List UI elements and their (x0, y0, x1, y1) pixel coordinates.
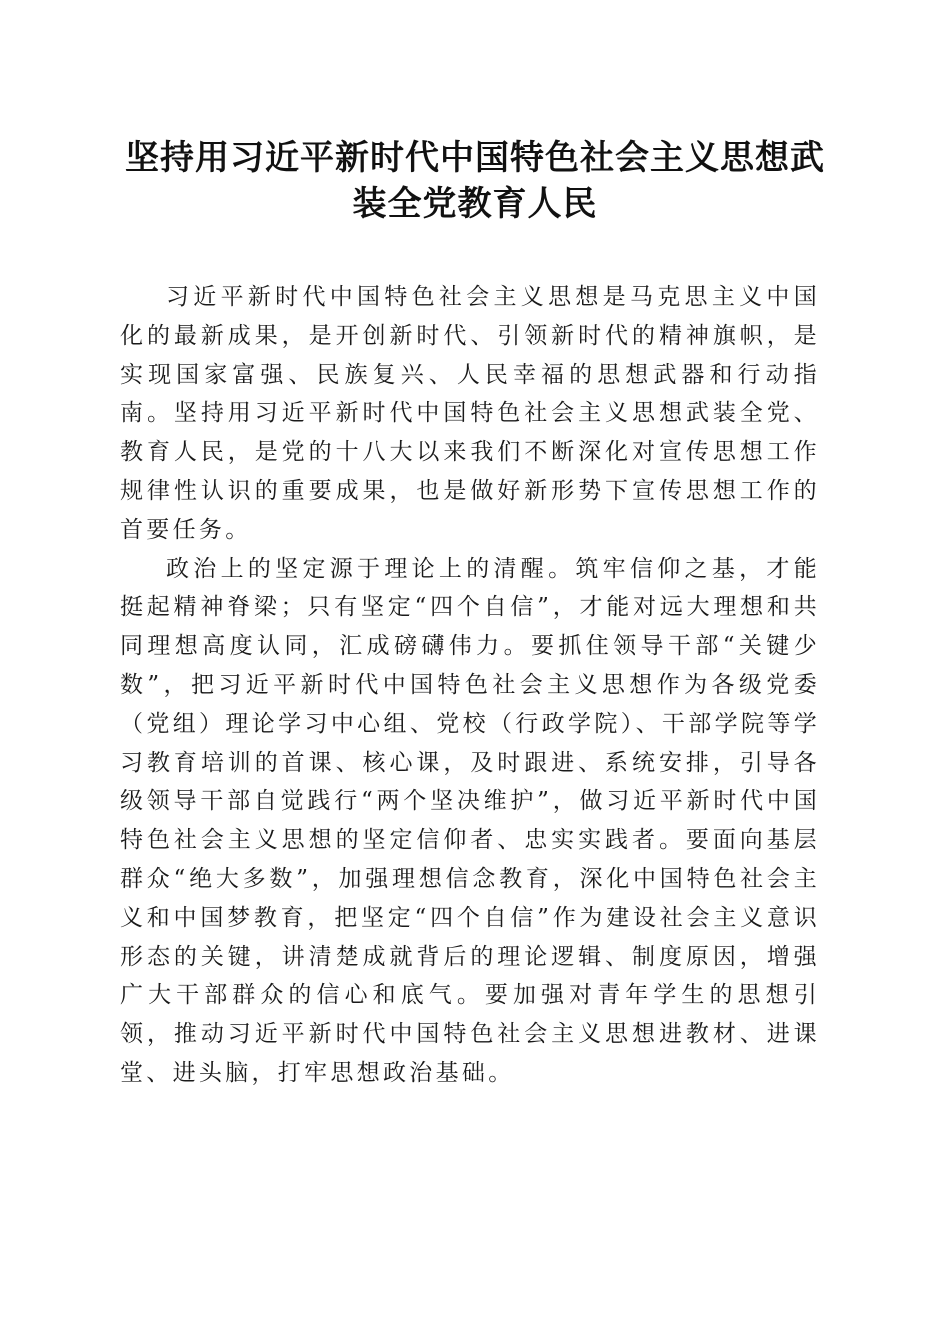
paragraph-1: 习近平新时代中国特色社会主义思想是马克思主义中国化的最新成果，是开创新时代、引领新时代的精神旗帜，是实现国家富强、民族复兴、人民幸福的思想武器和行动指南。坚持用习近平新时代中国特色社会主义思想武装全党、教育人民，是党的十八大以来我们不断深化对宣传思想工作规律性认识的重要成果，也是做好新形势下宣传思想工作的首要任务。 (120, 284, 820, 543)
paragraph-2: 政治上的坚定源于理论上的清醒。筑牢信仰之基，才能挺起精神脊梁；只有坚定“四个自信”，才能对远大理想和共同理想高度认同，汇成磅礴伟力。要抓住领导干部“关键少数”，把习近平新时代中国特色社会主义思想作为各级党委（党组）理论学习中心组、党校（行政学院）、干部学院等学习教育培训的首课、核心课，及时跟进、系统安排，引导各级领导干部自觉践行“两个坚决维护”，做习近平新时代中国特色社会主义思想的坚定信仰者、忠实实践者。要面向基层群众“绝大多数”，加强理想信念教育，深化中国特色社会主义和中国梦教育，把坚定“四个自信”作为建设社会主义意识形态的关键，讲清楚成就背后的理论逻辑、制度原因，增强广大干部群众的信心和底气。要加强对青年学生的思想引领，推动习近平新时代中国特色社会主义思想进教材、进课堂、进头脑，打牢思想政治基础。 (120, 555, 820, 1086)
document-body (120, 278, 820, 1093)
document-title: 坚持用习近平新时代中国特色社会主义思想武装全党教育人民 (125, 138, 825, 224)
